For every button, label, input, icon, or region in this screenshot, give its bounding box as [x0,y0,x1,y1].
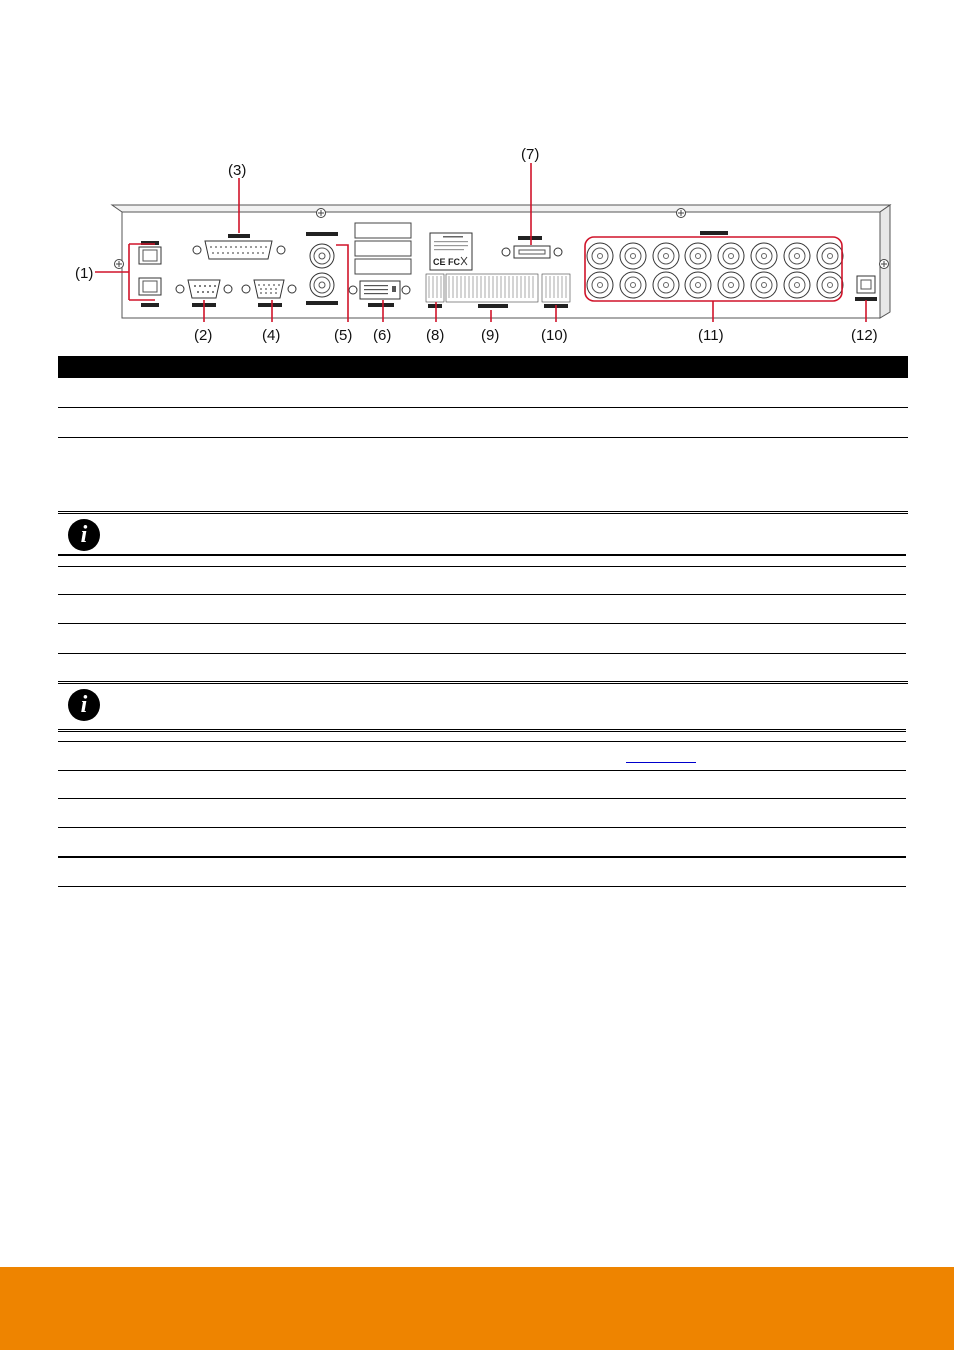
callout-4: (4) [262,327,281,344]
info-icon: i [68,519,100,551]
footer-bar [0,1267,954,1350]
note-top-rule [58,683,908,684]
info-icon: i [68,689,100,721]
table-row-divider [58,827,906,828]
table-row-divider [58,566,906,567]
note-top-rule [58,511,908,512]
table-row-divider [58,770,906,771]
table-row-divider [58,594,906,595]
note-bottom-rule [58,731,906,732]
table-row-divider [58,407,908,408]
hyperlink-underline[interactable] [626,762,696,763]
callout-7: (7) [521,146,540,163]
table-row-divider [58,623,906,624]
callout-12: (12) [851,327,878,344]
rear-panel-figure [0,0,954,350]
callout-5: (5) [334,327,353,344]
callout-1: (1) [75,265,94,282]
note-top-rule [58,681,908,682]
callout-6: (6) [373,327,392,344]
certification-marks: CE FC [433,257,460,267]
callout-3: (3) [228,162,247,179]
note-top-rule [58,513,908,514]
table-bottom-rule [58,886,906,887]
terminal-blocks [426,274,570,302]
note-bottom-rule [58,554,906,556]
callout-2: (2) [194,327,213,344]
table-row-divider [58,437,908,438]
table-row-divider [58,653,906,654]
callout-11: (11) [698,327,724,344]
callout-10: (10) [541,327,568,344]
label-plates [355,223,411,274]
table-header-bar [58,356,908,378]
table-row-divider [58,741,906,742]
table-row-divider [58,798,906,799]
power-jack [855,276,877,301]
table-row-divider [58,856,906,858]
compliance-label [430,233,472,270]
note-bottom-rule [58,729,906,730]
callout-8: (8) [426,327,445,344]
callout-9: (9) [481,327,500,344]
